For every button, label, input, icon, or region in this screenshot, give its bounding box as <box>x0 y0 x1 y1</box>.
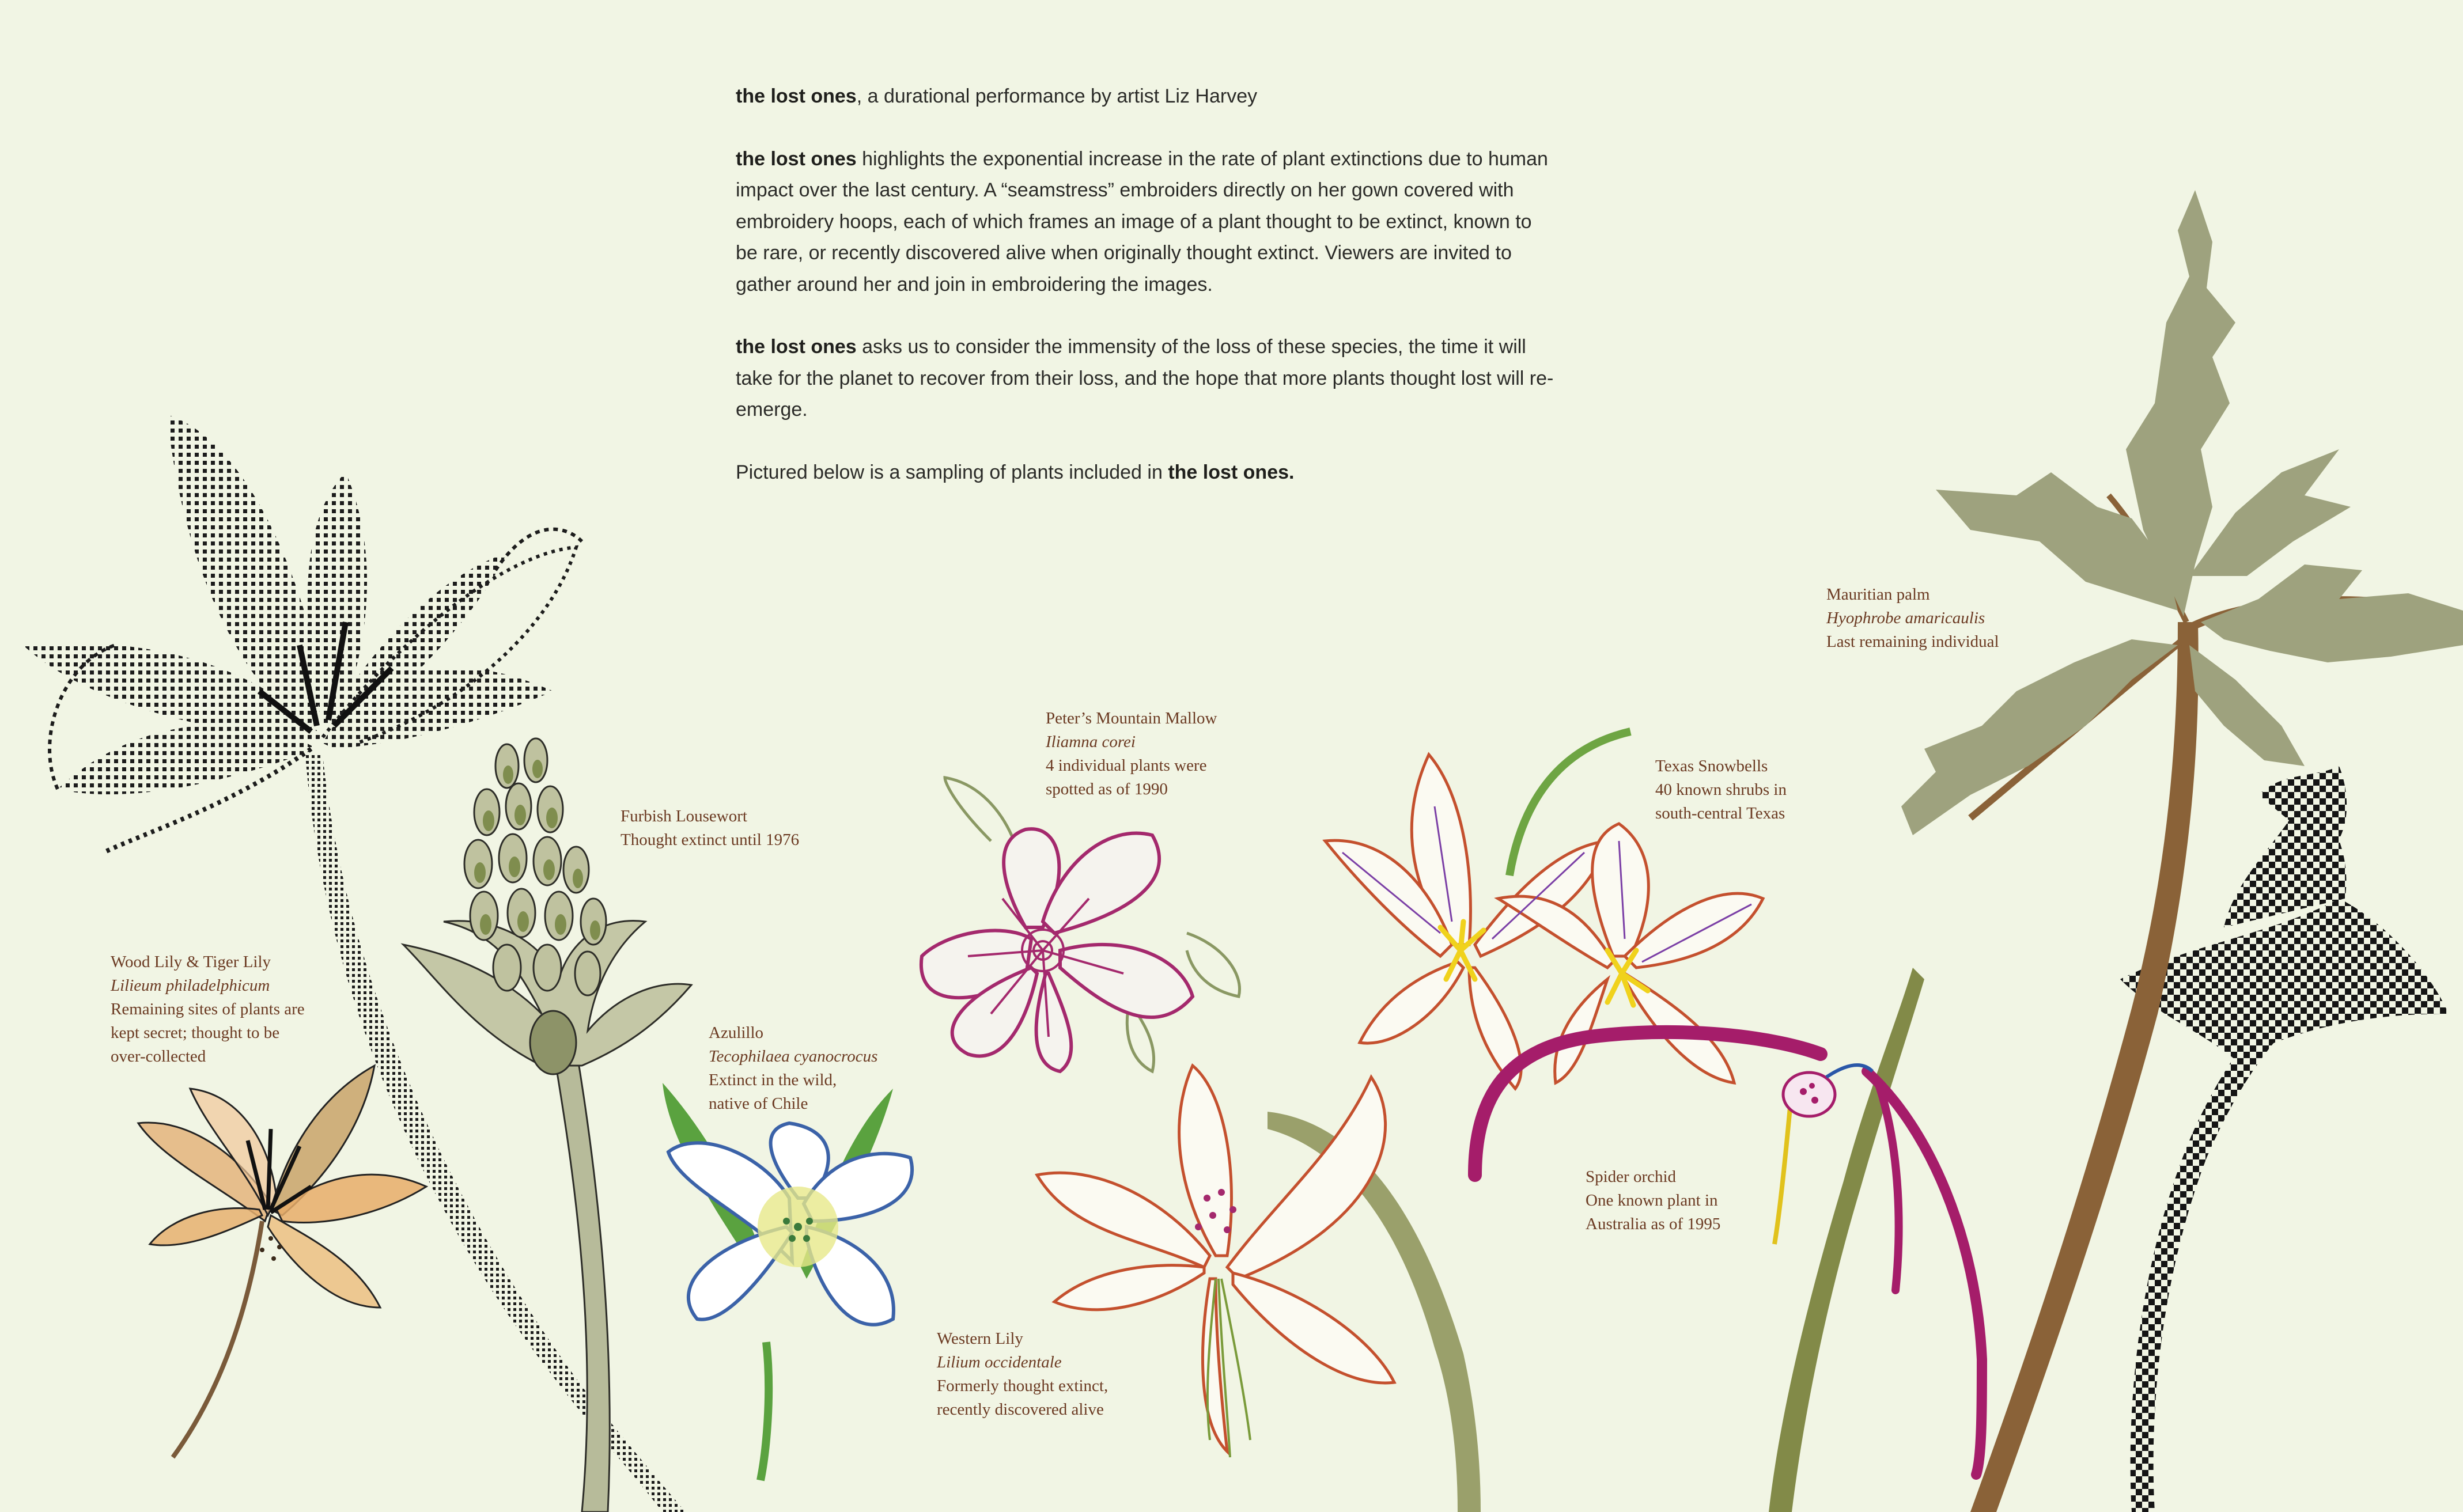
title-bold: the lost ones <box>736 85 857 107</box>
plant-scientific-name: Tecophilaea cyanocrocus <box>709 1047 878 1066</box>
plant-scientific-name: Lilium occidentale <box>937 1353 1062 1371</box>
plant-scientific-name: Hyophrobe amaricaulis <box>1826 609 1985 627</box>
plant-note: Extinct in the wild, <box>709 1071 837 1089</box>
plant-name: Wood Lily & Tiger Lily <box>111 953 271 971</box>
plant-note: Remaining sites of plants are <box>111 1000 305 1018</box>
p2-rest: asks us to consider the immensity of the loss of these species, the time it will take for the planet to recover from their loss, and the hope that more plants thought lost will re-emerge. <box>736 336 1554 420</box>
plant-note: recently discovered alive <box>937 1400 1104 1419</box>
label-western-lily <box>937 1327 1108 1422</box>
label-mountain-mallow <box>1046 707 1217 801</box>
plant-note: Thought extinct until 1976 <box>621 831 800 849</box>
p1-bold: the lost ones <box>736 147 857 170</box>
p3-rest: Pictured below is a sampling of plants included in <box>736 461 1168 483</box>
intro-text <box>736 81 1554 519</box>
plant-note: 40 known shrubs in <box>1655 780 1787 799</box>
furbish-lousewort-illustration <box>403 738 691 1512</box>
label-texas-snowbells <box>1655 755 1787 825</box>
label-furbish-lousewort <box>621 805 799 852</box>
p1-rest: highlights the exponential increase in the rate of plant extinctions due to human impact over the last century. A “seamstress” embroiders directly on her gown covered with embroidery hoops, each of which frames an image of a plant thought to be extinct, known to be rare, or recently discovered alive when originally thought extinct. Viewers are invited to gather around her and join in embroidering the images. <box>736 147 1548 295</box>
plant-note: 4 individual plants were <box>1046 756 1207 775</box>
mountain-mallow-illustration <box>921 778 1240 1071</box>
p3-bold: the lost ones. <box>1168 461 1295 483</box>
spider-orchid-illustration <box>1475 968 1982 1512</box>
title-rest: , a durational performance by artist Liz Harvey <box>856 85 1258 107</box>
plant-note: Australia as of 1995 <box>1586 1215 1721 1233</box>
plant-name: Spider orchid <box>1586 1168 1677 1186</box>
intro-paragraph-2 <box>736 331 1554 426</box>
wood-lily-illustration <box>138 1066 426 1457</box>
plant-note: over-collected <box>111 1047 206 1066</box>
label-wood-lily <box>111 950 305 1068</box>
plant-note: kept secret; thought to be <box>111 1024 280 1042</box>
plant-name: Peter’s Mountain Mallow <box>1046 709 1217 727</box>
plant-note: One known plant in <box>1586 1191 1718 1210</box>
western-lily-illustration <box>1037 1066 1481 1512</box>
label-mauritian-palm <box>1826 583 1999 654</box>
mauritian-palm-illustration <box>1901 190 2463 1512</box>
plant-scientific-name: Iliamna corei <box>1046 733 1136 751</box>
plant-name: Western Lily <box>937 1329 1023 1348</box>
plant-name: Texas Snowbells <box>1655 757 1768 775</box>
plant-note: spotted as of 1990 <box>1046 780 1168 798</box>
plant-name: Mauritian palm <box>1826 585 1930 604</box>
plant-name: Furbish Lousewort <box>621 807 747 825</box>
p2-bold: the lost ones <box>736 336 857 358</box>
intro-paragraph-3 <box>736 457 1554 488</box>
plant-note: Formerly thought extinct, <box>937 1377 1108 1395</box>
intro-title <box>736 81 1554 112</box>
azulillo-illustration <box>663 1083 912 1480</box>
label-spider-orchid <box>1586 1165 1720 1236</box>
plant-note: native of Chile <box>709 1094 808 1113</box>
plant-name: Azulillo <box>709 1024 764 1042</box>
plant-note: south-central Texas <box>1655 804 1785 823</box>
plant-scientific-name: Lilieum philadelphicum <box>111 976 270 995</box>
plant-note: Last remaining individual <box>1826 632 1999 651</box>
intro-paragraph-1 <box>736 143 1554 301</box>
label-azulillo <box>709 1021 877 1116</box>
